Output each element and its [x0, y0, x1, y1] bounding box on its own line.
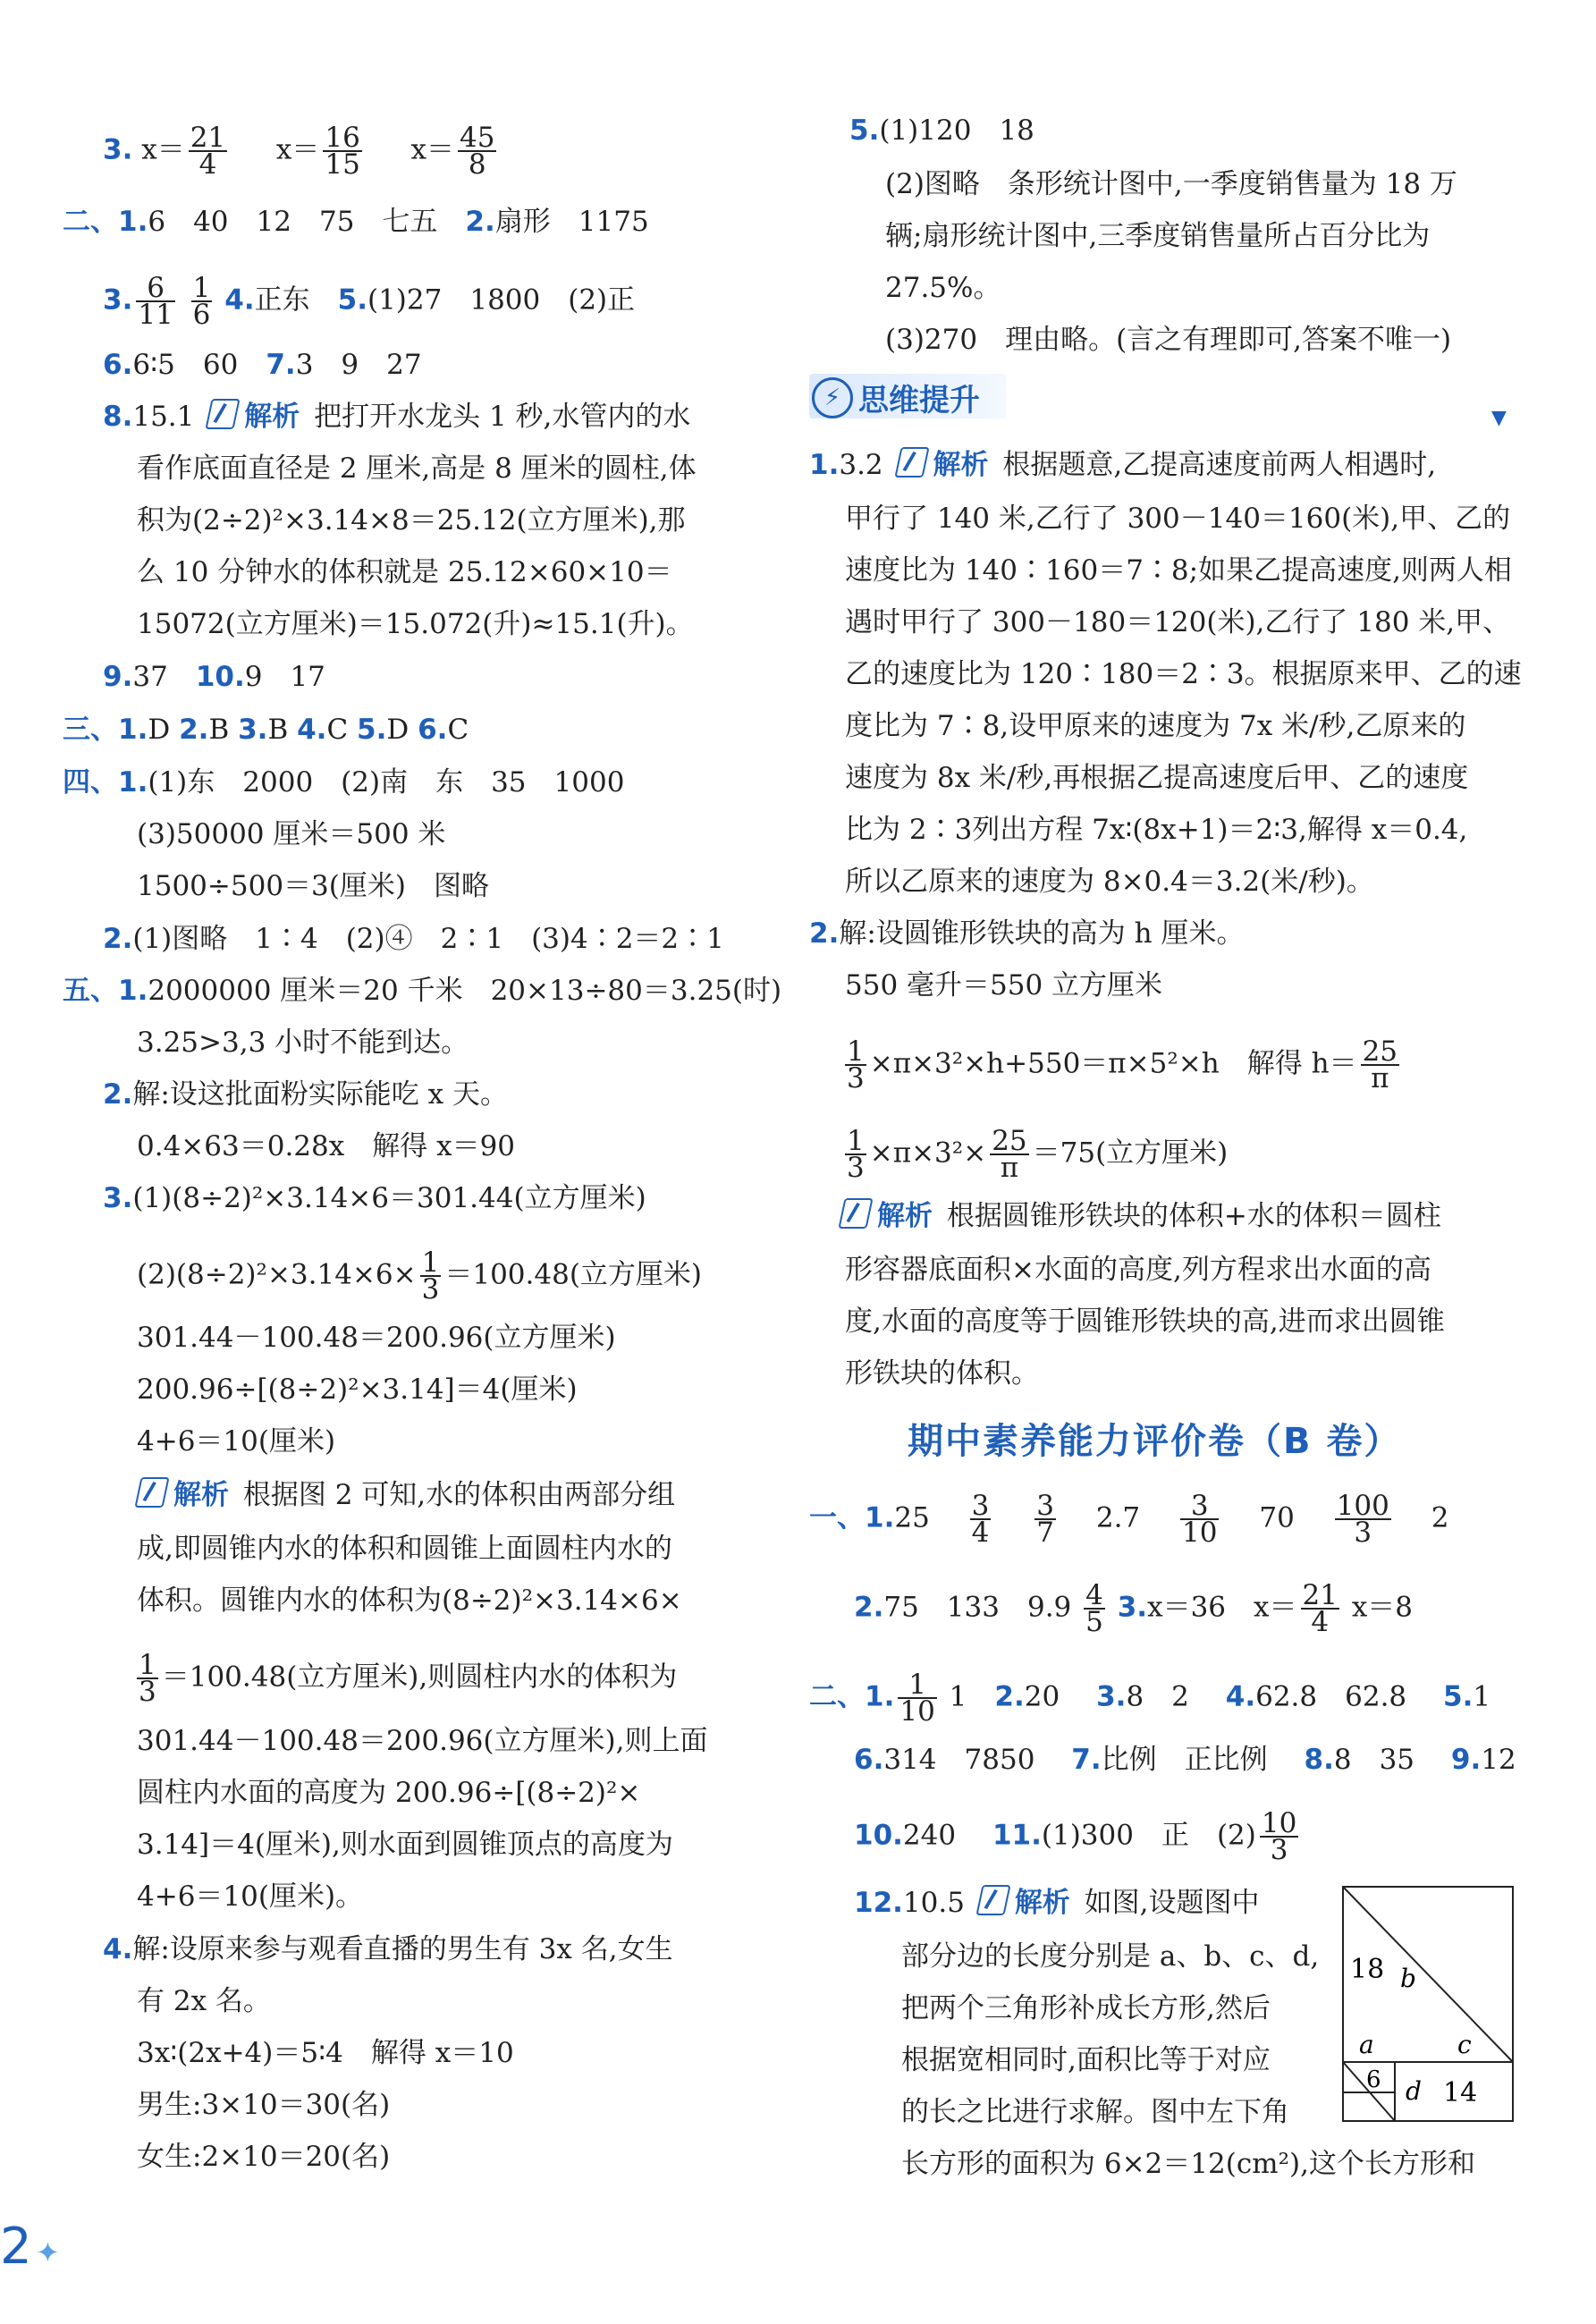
analysis-tag: 解析: [841, 1198, 933, 1234]
section-title: 思维提升: [858, 383, 980, 418]
text-line: 形铁块的体积。: [845, 1357, 1039, 1390]
text-line: 0.4×63＝0.28x 解得 x＝90: [137, 1130, 516, 1162]
answer-line: 三、1.D 2.B 3.B 4.C 5.D 6.C: [63, 714, 469, 746]
text-line: 成,即圆锥内水的体积和圆锥上面圆柱内水的: [137, 1533, 672, 1565]
text-line: 女生:2×10＝20(名): [137, 2141, 391, 2173]
text-line: 速度比为 140∶160＝7∶8;如果乙提高速度,则两人相: [845, 554, 1512, 587]
text-line: 301.44－100.48＝200.96(立方厘米): [137, 1322, 616, 1354]
answer-line: 6.6∶5 60 7.3 9 27: [103, 349, 422, 381]
answer-line: 3. x＝ $\frac{21}{4}$ x＝ $\frac{16}{15}$ x＝ $\frac{45}{8}$: [103, 122, 495, 181]
label-c: c: [1457, 2030, 1472, 2059]
answer-line: 1.3.2 解析 根据题意,乙提高速度前两人相遇时,: [809, 449, 1437, 481]
text-line: 3x∶(2x+4)＝5∶4 解得 x＝10: [137, 2037, 514, 2069]
text-line: 圆柱内水面的高度为 200.96÷[(8÷2)²×: [137, 1777, 641, 1809]
text-line: 部分边的长度分别是 a、b、c、d,: [901, 1940, 1320, 1973]
answer-line: 二、1. $\frac{1}{10}$ 1 2.20 3.8 2 4.62.8 62.8 5.1: [809, 1669, 1491, 1728]
answer-line: 二、1.6 40 12 75 七五 2.扇形 1175: [63, 206, 649, 238]
text-line: 27.5%。: [885, 272, 1001, 304]
text-line: 度比为 7∶8,设甲原来的速度为 7x 米/秒,乙原来的: [845, 710, 1466, 742]
text-line: 辆;扇形统计图中,三季度销售量所占百分比为: [885, 220, 1431, 252]
analysis-tag: 解析: [138, 1477, 229, 1513]
answer-line: 3. $\frac{6}{11}$ $\frac{1}{6}$ 4.正东 5.(1)27 1800 (2)正: [103, 272, 636, 331]
answer-line: 6.314 7850 7.比例 正比例 8.8 35 9.12: [854, 1744, 1516, 1776]
label-18: 18: [1350, 1954, 1385, 1985]
exam-title: 期中素养能力评价卷（B 卷）: [908, 1421, 1402, 1462]
label-b: b: [1400, 1964, 1416, 1993]
text-line: 把两个三角形补成长方形,然后: [901, 1992, 1271, 2024]
text-line: 200.96÷[(8÷2)²×3.14]＝4(厘米): [137, 1373, 578, 1406]
answer-line: 2.解:设这批面粉实际能吃 x 天。: [103, 1078, 508, 1111]
text-line: 有 2x 名。: [137, 1985, 271, 2017]
text-line: 度,水面的高度等于圆锥形铁块的高,进而求出圆锥: [845, 1306, 1445, 1338]
pen-icon: [134, 1477, 169, 1508]
page-number: 2: [0, 2218, 32, 2276]
answer-line: 8.15.1 解析 把打开水龙头 1 秒,水管内的水: [103, 401, 691, 433]
text-line: 乙的速度比为 120∶180＝2∶3。根据原来甲、乙的速: [845, 658, 1522, 690]
pen-icon: [838, 1198, 873, 1229]
analysis-tag: 解析: [898, 447, 989, 483]
pen-icon: [206, 399, 241, 429]
answer-line: 2.解:设圆锥形铁块的高为 h 厘米。: [809, 917, 1245, 950]
answer-line: 10.240 11.(1)300 正 (2) $\frac{10}{3}$: [854, 1807, 1297, 1866]
analysis-tag: 解析: [979, 1885, 1070, 1921]
geometry-figure: [1341, 1885, 1516, 2125]
text-line: (3)50000 厘米＝500 米: [137, 818, 446, 850]
label-d: d: [1406, 2076, 1422, 2106]
answer-line: 解析 根据图 2 可知,水的体积由两部分组: [132, 1477, 675, 1513]
text-line: 体积。圆锥内水的体积为(8÷2)²×3.14×6×: [137, 1585, 682, 1617]
answer-line: 一、1.25 $\frac{3}{4}$ $\frac{3}{7}$ 2.7 $\frac{3}{10}$ 70 $\frac{100}{3}$ 2: [809, 1490, 1449, 1549]
text-line: 3.14]＝4(厘米),则水面到圆锥顶点的高度为: [137, 1829, 673, 1861]
label-14: 14: [1443, 2077, 1478, 2109]
sparkle-icon: ✦: [36, 2235, 60, 2269]
text-line: 301.44－100.48＝200.96(立方厘米),则上面: [137, 1725, 708, 1757]
text-line: 4+6＝10(厘米): [137, 1425, 336, 1458]
text-line: 甲行了 140 米,乙行了 300－140＝160(米),甲、乙的: [845, 503, 1511, 535]
text-line: 么 10 分钟水的体积就是 25.12×60×10＝: [137, 556, 672, 588]
answer-line: 2.(1)图略 1∶4 (2)④ 2∶1 (3)4∶2＝2∶1: [103, 923, 724, 955]
answer-line: 解析 根据圆锥形铁块的体积+水的体积＝圆柱: [836, 1198, 1441, 1234]
pen-icon: [894, 447, 929, 477]
text-line: (2)图略 条形统计图中,一季度销售量为 18 万: [885, 168, 1457, 200]
text-line: 看作底面直径是 2 厘米,高是 8 厘米的圆柱,体: [137, 452, 697, 485]
text-line: 积为(2÷2)²×3.14×8＝25.12(立方厘米),那: [137, 504, 686, 537]
text-line: 15072(立方厘米)＝15.072(升)≈15.1(升)。: [137, 608, 694, 640]
text-line: 长方形的面积为 6×2＝12(cm²),这个长方形和: [901, 2148, 1475, 2180]
answer-line: 12.10.5 解析 如图,设题图中: [854, 1887, 1260, 1919]
answer-line: 四、1.(1)东 2000 (2)南 东 35 1000: [63, 766, 625, 799]
text-line: 遇时甲行了 300－180＝120(米),乙行了 180 米,甲、: [845, 606, 1511, 638]
analysis-tag: 解析: [208, 399, 300, 435]
text-line: 速度为 8x 米/秒,再根据乙提高速度后甲、乙的速度: [845, 762, 1469, 794]
text-line: 形容器底面积×水面的高度,列方程求出水面的高: [845, 1254, 1431, 1286]
text-line: (3)270 理由略。(言之有理即可,答案不唯一): [885, 324, 1452, 356]
label-a: a: [1359, 2030, 1374, 2059]
answer-line: 五、1.2000000 厘米＝20 千米 20×13÷80＝3.25(时): [63, 975, 782, 1007]
text-line: 的长之比进行求解。图中左下角: [901, 2096, 1289, 2128]
answer-line: $\frac{1}{3}$ ＝100.48(立方厘米),则圆柱内水的体积为: [139, 1649, 678, 1708]
text-line: 4+6＝10(厘米)。: [137, 1880, 364, 1913]
lightning-icon: ⚡: [812, 377, 853, 418]
answer-line: 9.37 10.9 17: [103, 661, 325, 693]
text-line: 550 毫升＝550 立方厘米: [845, 969, 1163, 1001]
answer-line: (2)(8÷2)²×3.14×6× $\frac{1}{3}$ ＝100.48(立方厘米): [137, 1247, 703, 1306]
answer-line: 2.75 133 9.9 $\frac{4}{5}$ 3.x＝36 x＝ $\frac{21}{4}$ x＝8: [854, 1579, 1414, 1638]
text-line: 1500÷500＝3(厘米) 图略: [137, 870, 489, 902]
triangle-down-icon: ▼: [1491, 407, 1507, 429]
text-line: 所以乙原来的速度为 8×0.4＝3.2(米/秒)。: [845, 866, 1374, 898]
answer-line: 5.(1)120 18: [849, 114, 1034, 147]
text-line: 男生:3×10＝30(名): [137, 2089, 391, 2121]
text-line: 比为 2∶3列出方程 7x∶(8x+1)＝2∶3,解得 x＝0.4,: [845, 814, 1468, 846]
pen-icon: [975, 1885, 1010, 1915]
label-6: 6: [1366, 2066, 1381, 2093]
answer-line: $\frac{1}{3}$ ×π×3²×h+550＝π×5²×h 解得 h＝ $\frac{25}{\pi}$: [847, 1035, 1398, 1094]
text-line: 3.25>3,3 小时不能到达。: [137, 1027, 469, 1059]
text-line: 根据宽相同时,面积比等于对应: [901, 2044, 1271, 2076]
answer-line: 4.解:设原来参与观看直播的男生有 3x 名,女生: [103, 1933, 673, 1965]
answer-line: 3.(1)(8÷2)²×3.14×6＝301.44(立方厘米): [103, 1182, 646, 1214]
answer-line: $\frac{1}{3}$ ×π×3²× $\frac{25}{\pi}$ ＝75(立方厘米): [847, 1125, 1229, 1184]
